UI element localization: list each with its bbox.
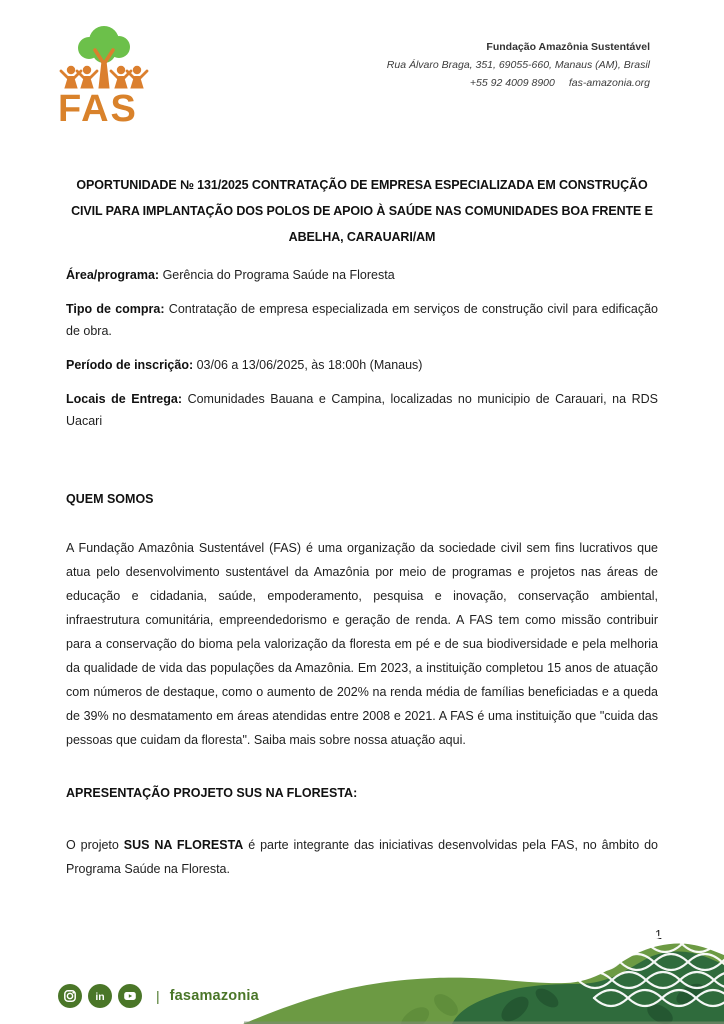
meta-locais-entrega: [66, 388, 658, 432]
meta-label: Tipo de compra:: [66, 302, 165, 316]
meta-value: Contratação de empresa especializada em serviços de construção civil para edificação de obra.: [66, 302, 658, 338]
meta-label: Área/programa:: [66, 268, 160, 282]
svg-text:in: in: [95, 991, 105, 1003]
social-handle[interactable]: fasamazonia: [169, 988, 259, 1004]
meta-label: Locais de Entrega:: [66, 392, 183, 406]
paragraph-quem-somos: A Fundação Amazônia Sustentável (FAS) é uma organização da sociedade civil sem fins lucrativos que atua pelo desenvolvimento sustentável da Amazônia por meio de programas e projetos nas áreas de educação e cidadania, saúde, empoderamento, pesquisa e inovação, conservação ambiental, infraestrutura comunitária, empreendedorismo e geração de renda. A FAS tem como missão contribuir para a conservação do bioma pela valorização da floresta em pé e de sua biodiversidade e pela melhoria da qualidade de vida das populações da Amazônia. Em 2023, a instituição completou 15 anos de atuação com números de destaque, como o aumento de 202% na renda média de famílias beneficiadas e a queda de 39% no desmatamento em áreas atendidas entre 2008 e 2021. A FAS é uma instituição que "cuida das pessoas que cuidam da floresta". Saiba mais sobre nossa atuação aqui.: [66, 541, 658, 747]
section-heading-quem-somos: QUEM SOMOS: [66, 492, 154, 506]
instagram-icon[interactable]: [58, 984, 82, 1008]
meta-periodo-inscricao: [66, 354, 658, 376]
social-bar: [58, 984, 259, 1008]
org-phone: +55 92 4009 8900: [469, 77, 555, 89]
logo-wordmark: FAS: [58, 88, 138, 130]
org-website: fas-amazonia.org: [568, 77, 650, 89]
project-name-bold: SUS NA FLORESTA: [123, 838, 244, 852]
paragraph-text: O projeto: [66, 838, 124, 852]
paragraph-text: é parte integrante das iniciativas desenvolvidas pela FAS, no âmbito do Programa Saúde na Floresta.: [66, 838, 659, 876]
meta-value: 03/06 a 13/06/2025, às 18:00h (Manaus): [196, 358, 423, 372]
opportunity-title: OPORTUNIDADE № 131/2025 CONTRATAÇÃO DE EMPRESA ESPECIALIZADA EM CONSTRUÇÃO CIVIL PARA IMPLANTAÇÃO DOS POLOS DE APOIO À SAÚDE NAS COMUNIDADES BOA FRENTE E ABELHA, CARAUARI/AM: [71, 178, 653, 244]
org-name: Fundação Amazônia Sustentável: [486, 41, 650, 53]
youtube-icon[interactable]: [118, 984, 142, 1008]
meta-value: Gerência do Programa Saúde na Floresta: [162, 268, 395, 282]
social-separator: |: [156, 988, 160, 1004]
meta-tipo-compra: [66, 298, 658, 342]
meta-value: Comunidades Bauana e Campina, localizadas no municipio de Carauari, na RDS Uacari: [66, 392, 658, 428]
meta-area-programa: [66, 264, 658, 286]
linkedin-icon[interactable]: [88, 984, 112, 1008]
section-heading-apresentacao: APRESENTAÇÃO PROJETO SUS NA FLORESTA:: [66, 786, 358, 800]
opportunity-meta: [66, 264, 658, 432]
page-number: 1: [655, 928, 662, 942]
paragraph-apresentacao: [66, 833, 658, 881]
document-content: [66, 0, 658, 881]
footer-wave-graphic: [0, 924, 724, 1024]
org-address: Rua Álvaro Braga, 351, 69055-660, Manaus (AM), Brasil: [386, 59, 650, 71]
meta-label: Período de inscrição:: [66, 358, 194, 372]
